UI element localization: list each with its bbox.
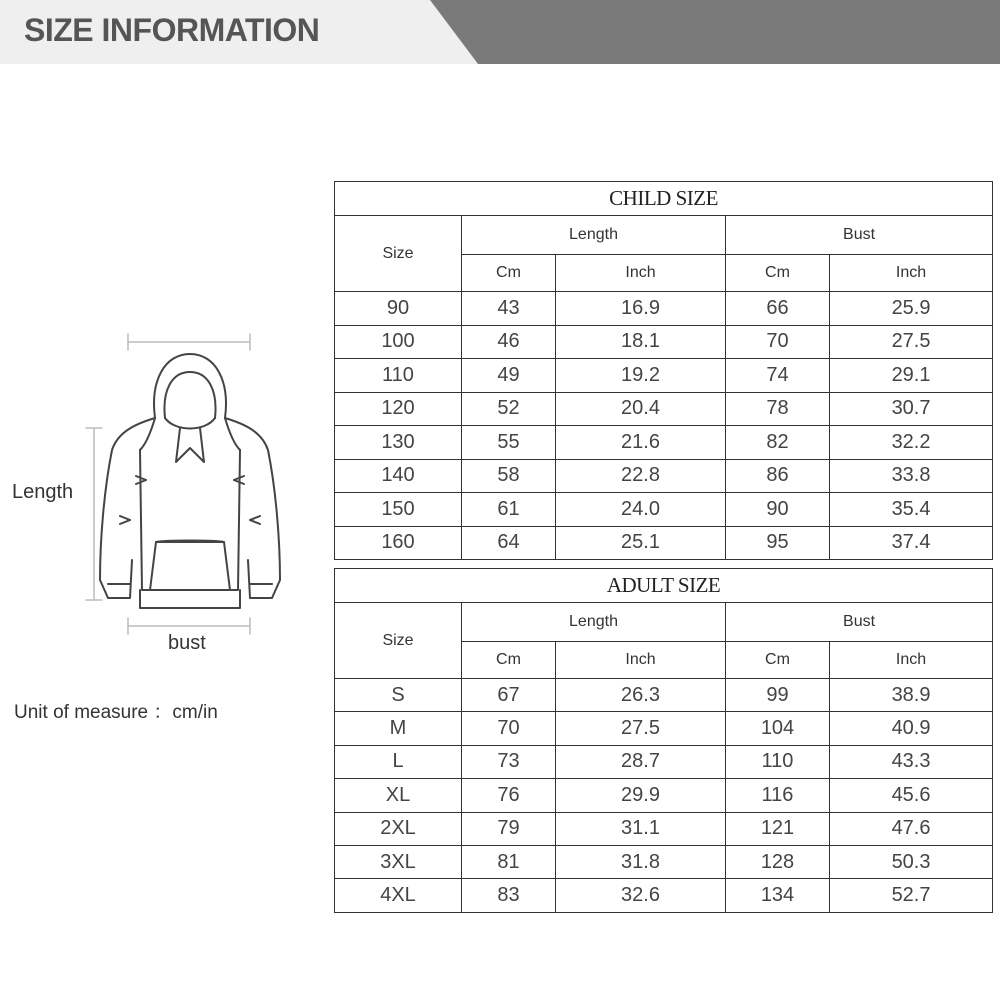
- bust-inch-header: Inch: [830, 255, 993, 292]
- length-inch-cell: 24.0: [556, 493, 726, 527]
- length-cm-cell: 61: [462, 493, 556, 527]
- size-cell: 90: [335, 292, 462, 326]
- unit-label: Unit of measure: [14, 702, 149, 723]
- bust-cm-cell: 90: [726, 493, 830, 527]
- size-cell: 100: [335, 325, 462, 359]
- child-size-table: [334, 181, 993, 560]
- bust-cm-header: Cm: [726, 255, 830, 292]
- size-cell: L: [335, 745, 462, 778]
- length-header: Length: [462, 216, 726, 255]
- bust-inch-cell: 25.9: [830, 292, 993, 326]
- bust-header: Bust: [726, 603, 993, 642]
- table-row: [335, 679, 993, 712]
- bust-inch-cell: 30.7: [830, 392, 993, 426]
- table-row: [335, 392, 993, 426]
- length-inch-cell: 22.8: [556, 459, 726, 493]
- header-banner: [0, 0, 1000, 64]
- size-cell: 110: [335, 359, 462, 393]
- length-cm-cell: 83: [462, 879, 556, 912]
- length-cm-cell: 43: [462, 292, 556, 326]
- bust-cm-cell: 128: [726, 845, 830, 878]
- bust-inch-cell: 37.4: [830, 526, 993, 560]
- bust-inch-cell: 50.3: [830, 845, 993, 878]
- length-cm-cell: 46: [462, 325, 556, 359]
- bust-inch-cell: 27.5: [830, 325, 993, 359]
- length-inch-cell: 21.6: [556, 426, 726, 460]
- length-inch-cell: 20.4: [556, 392, 726, 426]
- bust-inch-cell: 52.7: [830, 879, 993, 912]
- table-row: [335, 359, 993, 393]
- size-cell: 3XL: [335, 845, 462, 878]
- table-row: [335, 845, 993, 878]
- table-row: [335, 779, 993, 812]
- size-cell: 150: [335, 493, 462, 527]
- table-row: [335, 459, 993, 493]
- bust-inch-cell: 38.9: [830, 679, 993, 712]
- length-label: Length: [12, 481, 74, 503]
- child-table-title: CHILD SIZE: [335, 182, 993, 216]
- length-inch-cell: 16.9: [556, 292, 726, 326]
- size-cell: XL: [335, 779, 462, 812]
- size-cell: 130: [335, 426, 462, 460]
- bust-inch-cell: 43.3: [830, 745, 993, 778]
- table-row: [335, 712, 993, 745]
- length-cm-cell: 64: [462, 526, 556, 560]
- unit-of-measure: [14, 697, 218, 724]
- bust-inch-header: Inch: [830, 642, 993, 679]
- size-cell: M: [335, 712, 462, 745]
- size-header: Size: [335, 216, 462, 292]
- unit-value: cm/in: [172, 702, 218, 723]
- table-row: [335, 526, 993, 560]
- length-cm-cell: 55: [462, 426, 556, 460]
- length-cm-cell: 70: [462, 712, 556, 745]
- length-inch-cell: 32.6: [556, 879, 726, 912]
- adult-table-title: ADULT SIZE: [335, 569, 993, 603]
- table-row: [335, 879, 993, 912]
- bust-cm-cell: 116: [726, 779, 830, 812]
- table-row: [335, 292, 993, 326]
- length-cm-cell: 67: [462, 679, 556, 712]
- bust-inch-cell: 47.6: [830, 812, 993, 845]
- size-cell: S: [335, 679, 462, 712]
- bust-cm-cell: 66: [726, 292, 830, 326]
- bust-inch-cell: 45.6: [830, 779, 993, 812]
- length-cm-cell: 52: [462, 392, 556, 426]
- size-cell: 160: [335, 526, 462, 560]
- bust-inch-cell: 35.4: [830, 493, 993, 527]
- length-cm-header: Cm: [462, 255, 556, 292]
- length-header: Length: [462, 603, 726, 642]
- length-cm-cell: 79: [462, 812, 556, 845]
- length-inch-cell: 29.9: [556, 779, 726, 812]
- size-cell: 140: [335, 459, 462, 493]
- length-cm-header: Cm: [462, 642, 556, 679]
- bust-inch-cell: 32.2: [830, 426, 993, 460]
- size-cell: 120: [335, 392, 462, 426]
- bust-cm-cell: 110: [726, 745, 830, 778]
- length-inch-cell: 19.2: [556, 359, 726, 393]
- length-inch-cell: 31.8: [556, 845, 726, 878]
- length-cm-cell: 49: [462, 359, 556, 393]
- bust-cm-header: Cm: [726, 642, 830, 679]
- length-inch-header: Inch: [556, 255, 726, 292]
- table-row: [335, 325, 993, 359]
- page-title: SIZE INFORMATION: [24, 12, 320, 48]
- length-inch-cell: 31.1: [556, 812, 726, 845]
- bust-cm-cell: 86: [726, 459, 830, 493]
- bust-cm-cell: 95: [726, 526, 830, 560]
- bust-cm-cell: 134: [726, 879, 830, 912]
- bust-cm-cell: 104: [726, 712, 830, 745]
- size-cell: 4XL: [335, 879, 462, 912]
- bust-cm-cell: 70: [726, 325, 830, 359]
- length-cm-cell: 76: [462, 779, 556, 812]
- bust-inch-cell: 33.8: [830, 459, 993, 493]
- length-cm-cell: 58: [462, 459, 556, 493]
- length-cm-cell: 81: [462, 845, 556, 878]
- table-row: [335, 812, 993, 845]
- size-cell: 2XL: [335, 812, 462, 845]
- table-row: [335, 493, 993, 527]
- bust-label: bust: [168, 632, 206, 654]
- bust-cm-cell: 78: [726, 392, 830, 426]
- bust-inch-cell: 29.1: [830, 359, 993, 393]
- length-inch-cell: 25.1: [556, 526, 726, 560]
- length-inch-cell: 28.7: [556, 745, 726, 778]
- bust-inch-cell: 40.9: [830, 712, 993, 745]
- table-row: [335, 426, 993, 460]
- table-row: [335, 745, 993, 778]
- bust-cm-cell: 121: [726, 812, 830, 845]
- length-inch-cell: 27.5: [556, 712, 726, 745]
- adult-size-table: [334, 568, 993, 913]
- bust-cm-cell: 99: [726, 679, 830, 712]
- length-inch-cell: 18.1: [556, 325, 726, 359]
- length-inch-header: Inch: [556, 642, 726, 679]
- size-header: Size: [335, 603, 462, 679]
- bust-cm-cell: 82: [726, 426, 830, 460]
- bust-header: Bust: [726, 216, 993, 255]
- length-cm-cell: 73: [462, 745, 556, 778]
- unit-separator: ：: [153, 702, 173, 723]
- length-inch-cell: 26.3: [556, 679, 726, 712]
- bust-cm-cell: 74: [726, 359, 830, 393]
